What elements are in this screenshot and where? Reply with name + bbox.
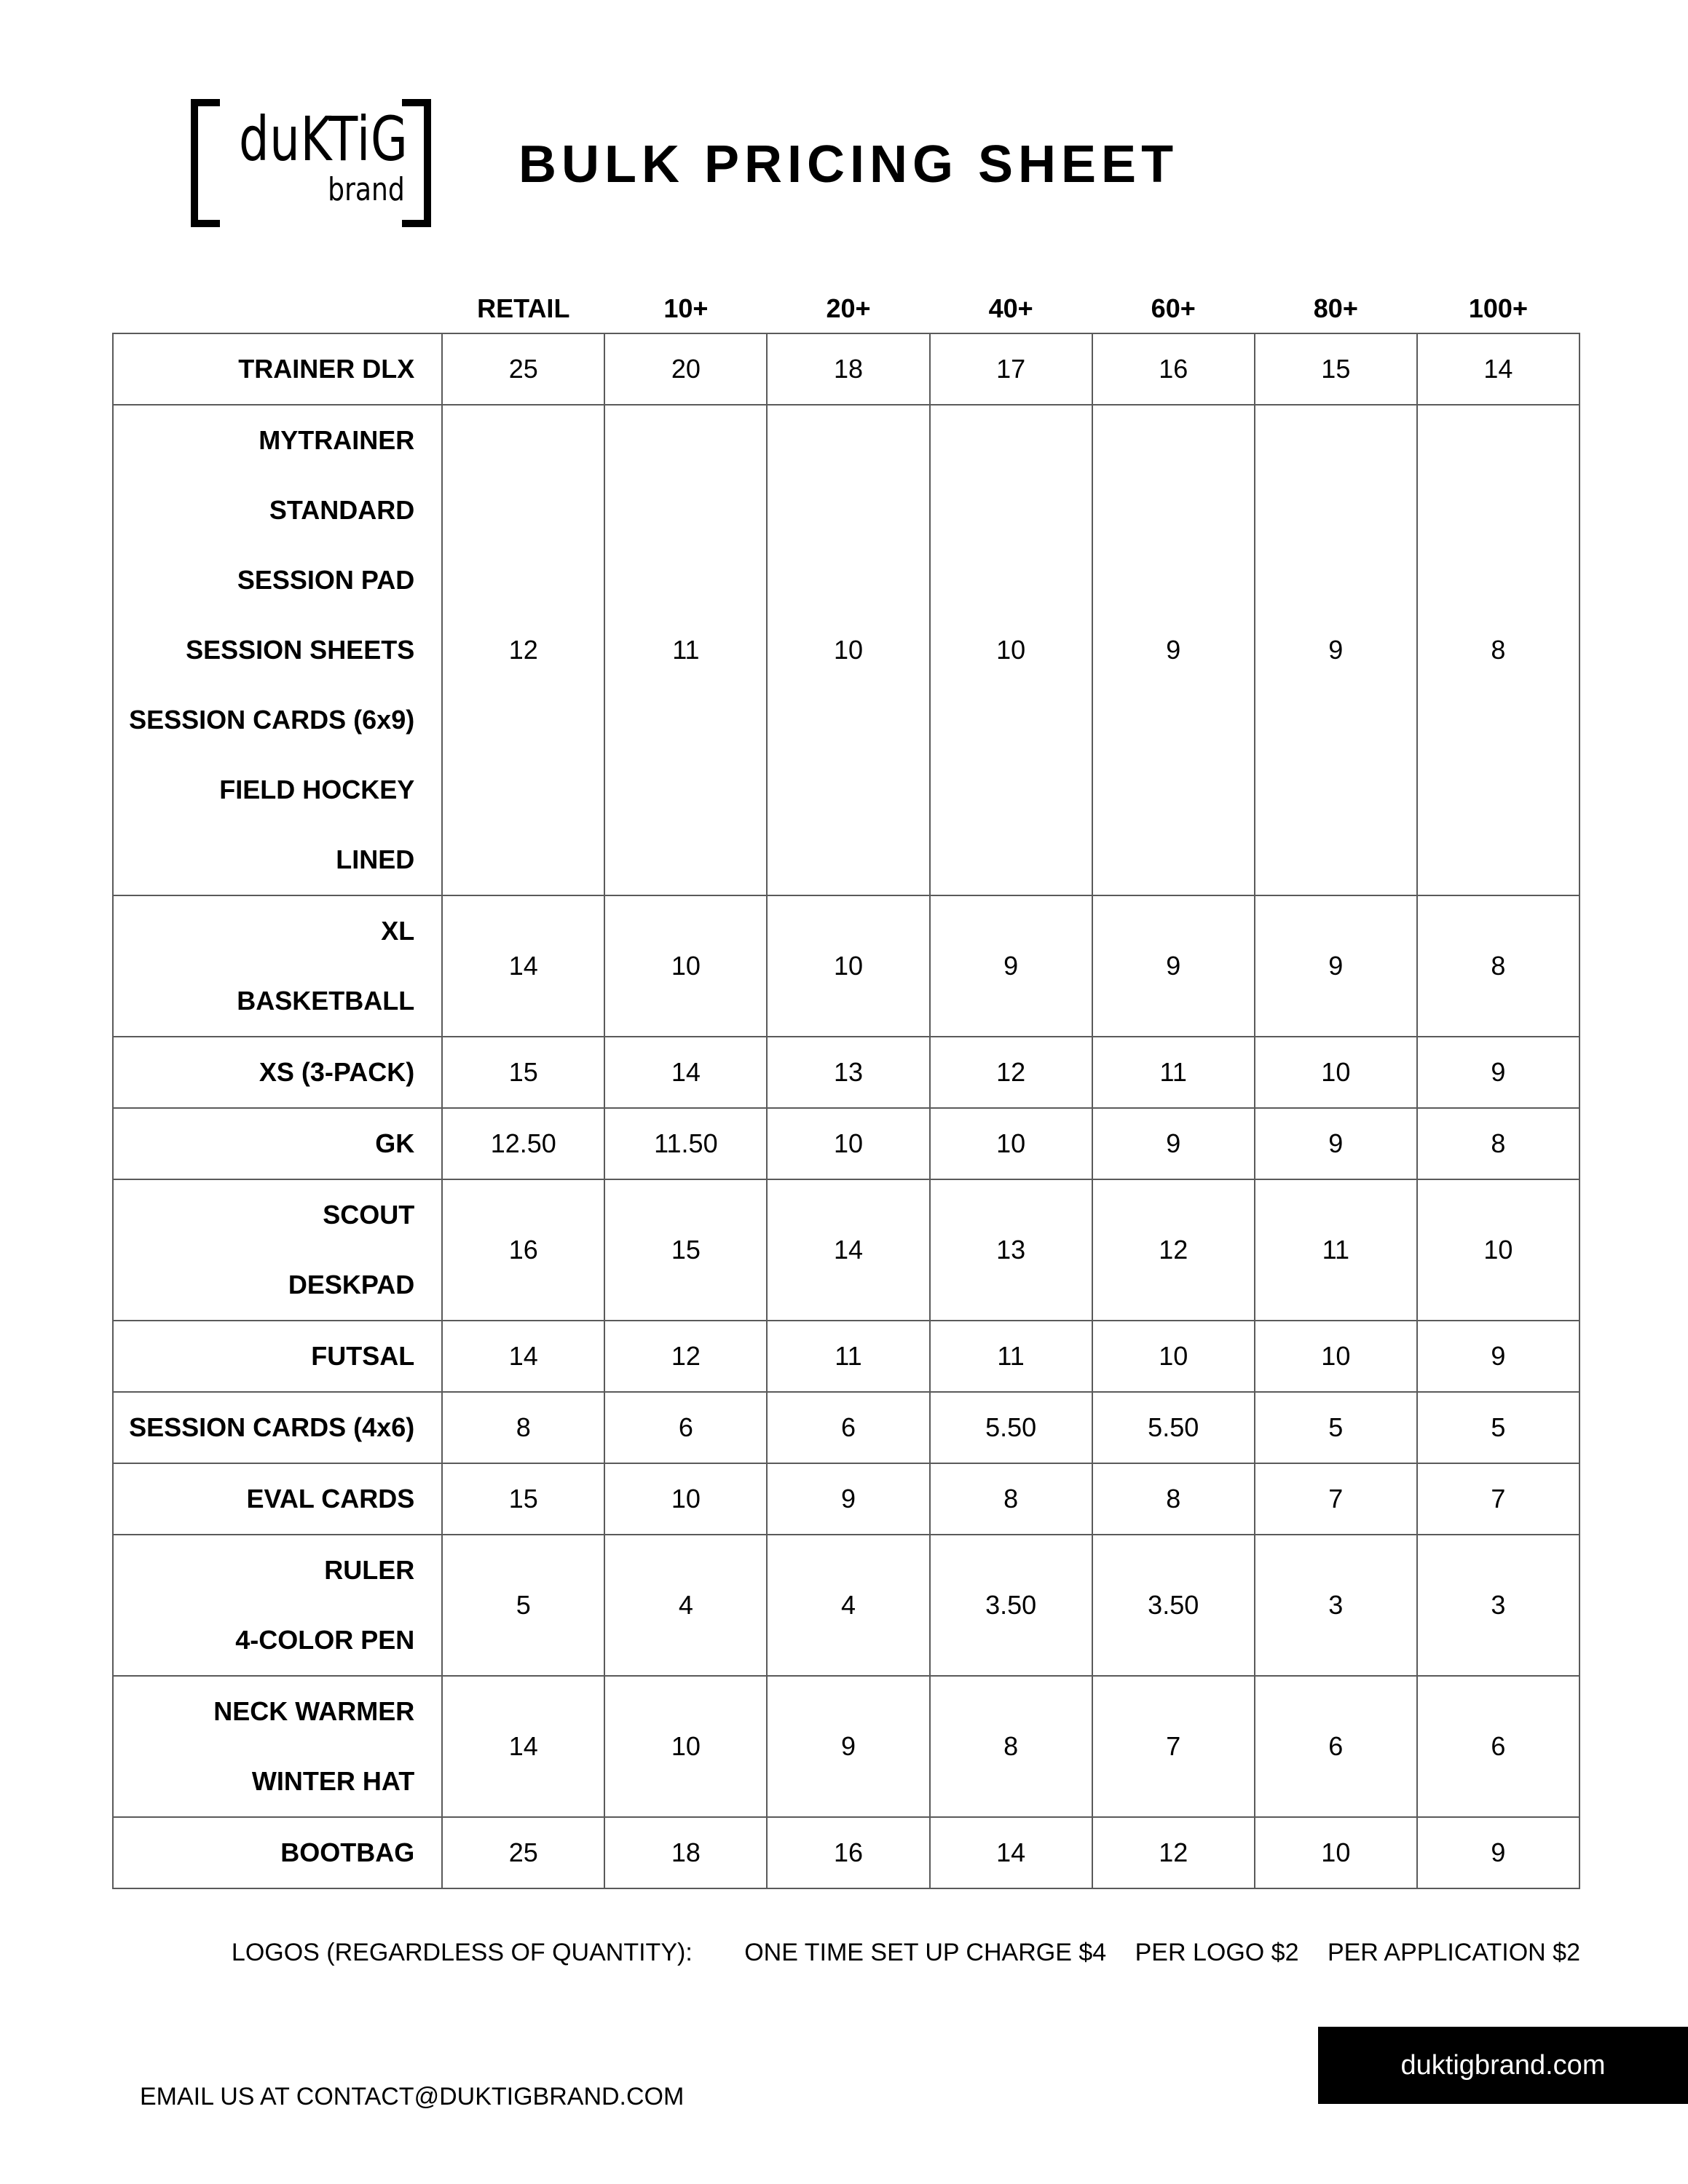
price-cell: 3.50: [930, 1535, 1092, 1676]
price-cell: 7: [1092, 1676, 1255, 1817]
price-cell: 3.50: [1092, 1535, 1255, 1676]
price-cell: 10: [767, 895, 929, 1037]
price-cell: 14: [1417, 333, 1579, 405]
product-name-cell: [113, 1535, 442, 1676]
price-cell: 13: [930, 1179, 1092, 1321]
price-cell: 14: [442, 1321, 604, 1392]
table-row: [113, 1676, 1579, 1817]
price-cell: 14: [930, 1817, 1092, 1888]
product-name: XS (3-PACK): [259, 1057, 415, 1087]
price-cell: 7: [1417, 1463, 1579, 1535]
price-cell: 8: [1417, 895, 1579, 1037]
price-cell: 3: [1255, 1535, 1417, 1676]
product-name: STANDARD: [269, 495, 415, 525]
column-header: 60+: [1151, 293, 1196, 323]
header-blank-cell: [113, 284, 442, 333]
price-cell: 18: [604, 1817, 767, 1888]
price-cell: 8: [1092, 1463, 1255, 1535]
price-cell: 12: [930, 1037, 1092, 1108]
product-name: SESSION CARDS (6x9): [129, 705, 415, 735]
price-cell: 9: [767, 1676, 929, 1817]
price-cell: 12: [1092, 1179, 1255, 1321]
price-cell: 10: [930, 405, 1092, 895]
column-header: 40+: [988, 293, 1033, 323]
price-cell: 8: [1417, 405, 1579, 895]
product-name: LINED: [336, 844, 415, 874]
price-cell: 14: [604, 1037, 767, 1108]
table-row: [113, 895, 1579, 1037]
price-cell: 4: [767, 1535, 929, 1676]
price-cell: 9: [1417, 1817, 1579, 1888]
price-cell: 15: [442, 1463, 604, 1535]
table-row: [113, 1037, 1579, 1108]
product-name: SESSION SHEETS: [186, 635, 415, 665]
product-name: BOOTBAG: [280, 1837, 415, 1867]
price-cell: 9: [1092, 1108, 1255, 1179]
price-cell: 3: [1417, 1535, 1579, 1676]
price-cell: 11: [604, 405, 767, 895]
table-row: [113, 1321, 1579, 1392]
price-cell: 11: [930, 1321, 1092, 1392]
product-name-cell: [113, 1676, 442, 1817]
pricing-table: [112, 284, 1580, 1889]
logo-charge-item: ONE TIME SET UP CHARGE $4: [744, 1939, 1107, 1966]
product-name: SESSION CARDS (4x6): [129, 1412, 415, 1442]
product-name: 4-COLOR PEN: [235, 1625, 415, 1655]
product-name: MYTRAINER: [259, 425, 415, 455]
price-cell: 6: [1417, 1676, 1579, 1817]
price-cell: 16: [767, 1817, 929, 1888]
logo-charge-item: PER LOGO $2: [1135, 1939, 1299, 1966]
page-title: BULK PRICING SHEET: [518, 135, 1179, 194]
logo-charges-note: [232, 1936, 1580, 1969]
product-name: TRAINER DLX: [238, 354, 415, 384]
logo-charge-item: PER APPLICATION $2: [1327, 1939, 1580, 1966]
price-cell: 11: [767, 1321, 929, 1392]
price-cell: 10: [604, 1463, 767, 1535]
product-name: RULER: [324, 1555, 415, 1585]
product-name: BASKETBALL: [237, 986, 415, 1016]
price-cell: 15: [604, 1179, 767, 1321]
price-cell: 14: [442, 1676, 604, 1817]
price-cell: 9: [1417, 1321, 1579, 1392]
price-cell: 15: [442, 1037, 604, 1108]
column-header: 100+: [1468, 293, 1528, 323]
product-name: FUTSAL: [311, 1341, 415, 1371]
product-name: DESKPAD: [288, 1270, 415, 1299]
price-cell: 12.50: [442, 1108, 604, 1179]
price-cell: 11: [1092, 1037, 1255, 1108]
product-name-cell: [113, 1179, 442, 1321]
contact-email[interactable]: EMAIL US AT CONTACT@DUKTIGBRAND.COM: [140, 2083, 685, 2110]
product-name: SCOUT: [323, 1200, 415, 1230]
price-cell: 9: [1255, 895, 1417, 1037]
logo-subtext: brand: [328, 171, 405, 208]
price-cell: 5: [1255, 1392, 1417, 1463]
pricing-table-header: [113, 284, 1579, 333]
price-cell: 5.50: [1092, 1392, 1255, 1463]
price-cell: 16: [1092, 333, 1255, 405]
column-header: 80+: [1313, 293, 1358, 323]
price-cell: 5.50: [930, 1392, 1092, 1463]
price-cell: 10: [930, 1108, 1092, 1179]
logo-wordmark: duKTiG: [238, 103, 409, 175]
price-cell: 6: [767, 1392, 929, 1463]
price-cell: 10: [1417, 1179, 1579, 1321]
price-cell: 5: [1417, 1392, 1579, 1463]
price-cell: 8: [930, 1676, 1092, 1817]
price-cell: 11: [1255, 1179, 1417, 1321]
price-cell: 18: [767, 333, 929, 405]
price-cell: 9: [1255, 1108, 1417, 1179]
header-row: [113, 284, 1579, 333]
price-cell: 8: [442, 1392, 604, 1463]
price-cell: 9: [767, 1463, 929, 1535]
product-name: FIELD HOCKEY: [219, 775, 415, 804]
price-cell: 11.50: [604, 1108, 767, 1179]
price-cell: 6: [604, 1392, 767, 1463]
table-row: [113, 1463, 1579, 1535]
price-cell: 5: [442, 1535, 604, 1676]
price-cell: 25: [442, 1817, 604, 1888]
price-cell: 9: [1092, 895, 1255, 1037]
table-row: [113, 405, 1579, 895]
website-link[interactable]: duktigbrand.com: [1318, 2027, 1688, 2104]
logo-charges-label: LOGOS (REGARDLESS OF QUANTITY):: [231, 1939, 693, 1966]
product-name: WINTER HAT: [251, 1766, 415, 1796]
price-cell: 12: [442, 405, 604, 895]
logo-left-bracket: [191, 99, 220, 227]
price-cell: 14: [442, 895, 604, 1037]
price-cell: 8: [1417, 1108, 1579, 1179]
price-cell: 10: [767, 405, 929, 895]
product-name: XL: [381, 916, 415, 946]
price-cell: 12: [604, 1321, 767, 1392]
table-row: [113, 1817, 1579, 1888]
price-cell: 13: [767, 1037, 929, 1108]
table-row: [113, 333, 1579, 405]
product-name: EVAL CARDS: [246, 1484, 415, 1514]
price-cell: 9: [1417, 1037, 1579, 1108]
price-cell: 10: [604, 1676, 767, 1817]
product-name-cell: [113, 1037, 442, 1108]
price-cell: 16: [442, 1179, 604, 1321]
column-header: RETAIL: [477, 293, 570, 323]
column-header: 20+: [826, 293, 871, 323]
product-name-cell: [113, 895, 442, 1037]
price-cell: 9: [1255, 405, 1417, 895]
price-cell: 17: [930, 333, 1092, 405]
price-cell: 12: [1092, 1817, 1255, 1888]
table-row: [113, 1392, 1579, 1463]
table-row: [113, 1535, 1579, 1676]
table-row: [113, 1108, 1579, 1179]
price-cell: 7: [1255, 1463, 1417, 1535]
product-name: NECK WARMER: [213, 1696, 415, 1726]
price-cell: 10: [1255, 1321, 1417, 1392]
product-name-cell: [113, 1817, 442, 1888]
column-header: 10+: [663, 293, 709, 323]
price-cell: 8: [930, 1463, 1092, 1535]
price-cell: 14: [767, 1179, 929, 1321]
price-cell: 9: [930, 895, 1092, 1037]
price-cell: 10: [604, 895, 767, 1037]
price-cell: 4: [604, 1535, 767, 1676]
pricing-table-body: [113, 333, 1579, 1888]
product-name-cell: [113, 333, 442, 405]
product-name-cell: [113, 1463, 442, 1535]
product-name: GK: [375, 1128, 415, 1158]
price-cell: 10: [1255, 1037, 1417, 1108]
product-name: SESSION PAD: [237, 565, 415, 595]
price-cell: 10: [1092, 1321, 1255, 1392]
product-name-cell: [113, 1392, 442, 1463]
price-cell: 6: [1255, 1676, 1417, 1817]
product-name-cell: [113, 1108, 442, 1179]
price-cell: 10: [1255, 1817, 1417, 1888]
product-name-cell: [113, 405, 442, 895]
price-cell: 15: [1255, 333, 1417, 405]
product-name-cell: [113, 1321, 442, 1392]
price-cell: 20: [604, 333, 767, 405]
brand-logo: [191, 99, 431, 221]
price-cell: 9: [1092, 405, 1255, 895]
table-row: [113, 1179, 1579, 1321]
price-cell: 25: [442, 333, 604, 405]
price-cell: 10: [767, 1108, 929, 1179]
